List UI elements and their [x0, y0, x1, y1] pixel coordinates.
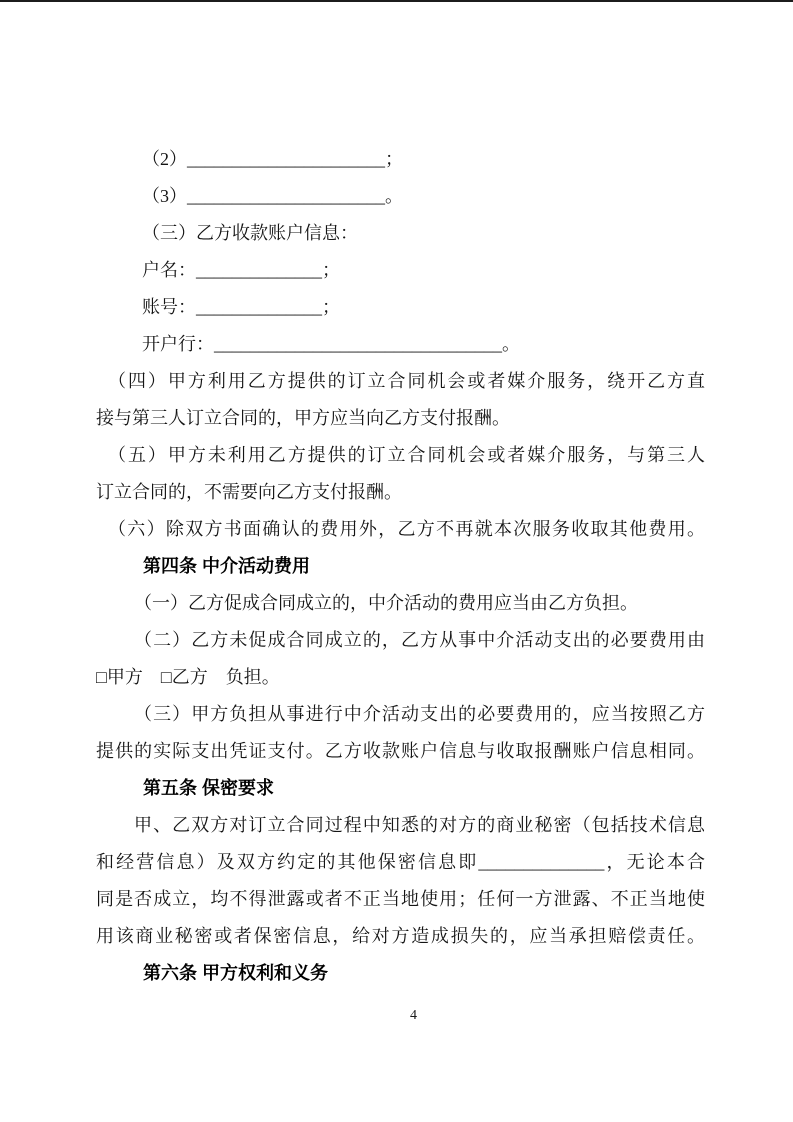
screenshot-top-border: [0, 0, 793, 2]
numbered-blank-2: （2）______________________；: [142, 149, 403, 169]
bank-branch-line: 开户行：________________________________。: [142, 334, 520, 354]
clause-item-5-line-1: （五）甲方未利用乙方提供的订立合同机会或者媒介服务，与第三人: [108, 445, 705, 465]
payee-account-info-header: （三）乙方收款账户信息：: [142, 223, 358, 243]
article-5-heading: 第五条 保密要求: [143, 778, 275, 798]
article-4-item-3-line-2: 提供的实际支出凭证支付。乙方收款账户信息与收取报酬账户信息相同。: [96, 741, 705, 761]
article-4-item-2-line-1: （二）乙方未促成合同成立的，乙方从事中介活动支出的必要费用由: [134, 630, 705, 650]
numbered-blank-3: （3）______________________。: [142, 186, 403, 206]
page-number: 4: [410, 1008, 417, 1023]
document-lines: [96, 141, 705, 992]
account-holder-name-line: 户名：______________；: [142, 260, 340, 280]
article-4-item-3-line-1: （三）甲方负担从事进行中介活动支出的必要费用的，应当按照乙方: [134, 704, 705, 724]
account-number-line: 账号：______________；: [142, 297, 340, 317]
clause-item-4-line-2: 接与第三人订立合同的，甲方应当向乙方支付报酬。: [96, 408, 510, 428]
clause-item-4-line-1: （四）甲方利用乙方提供的订立合同机会或者媒介服务，绕开乙方直: [108, 371, 705, 391]
clause-item-6-line: （六）除双方书面确认的费用外，乙方不再就本次服务收取其他费用。: [108, 519, 705, 539]
article-5-para-line-2: 和经营信息）及双方约定的其他保密信息即______________，无论本合: [96, 852, 705, 872]
clause-item-5-line-2: 订立合同的，不需要向乙方支付报酬。: [96, 482, 402, 502]
article-4-item-2-checkbox-line: □甲方 □乙方 负担。: [96, 667, 280, 687]
article-6-heading: 第六条 甲方权利和义务: [143, 963, 328, 983]
article-4-item-1-line: （一）乙方促成合同成立的，中介活动的费用应当由乙方负担。: [134, 593, 638, 613]
article-5-para-line-4: 用该商业秘密或者保密信息，给对方造成损失的，应当承担赔偿责任。: [96, 926, 705, 946]
article-5-para-line-3: 同是否成立，均不得泄露或者不正当地使用；任何一方泄露、不正当地使: [96, 889, 705, 909]
article-4-heading: 第四条 中介活动费用: [143, 556, 311, 576]
article-5-para-line-1: 甲、乙双方对订立合同过程中知悉的对方的商业秘密（包括技术信息: [134, 815, 705, 835]
